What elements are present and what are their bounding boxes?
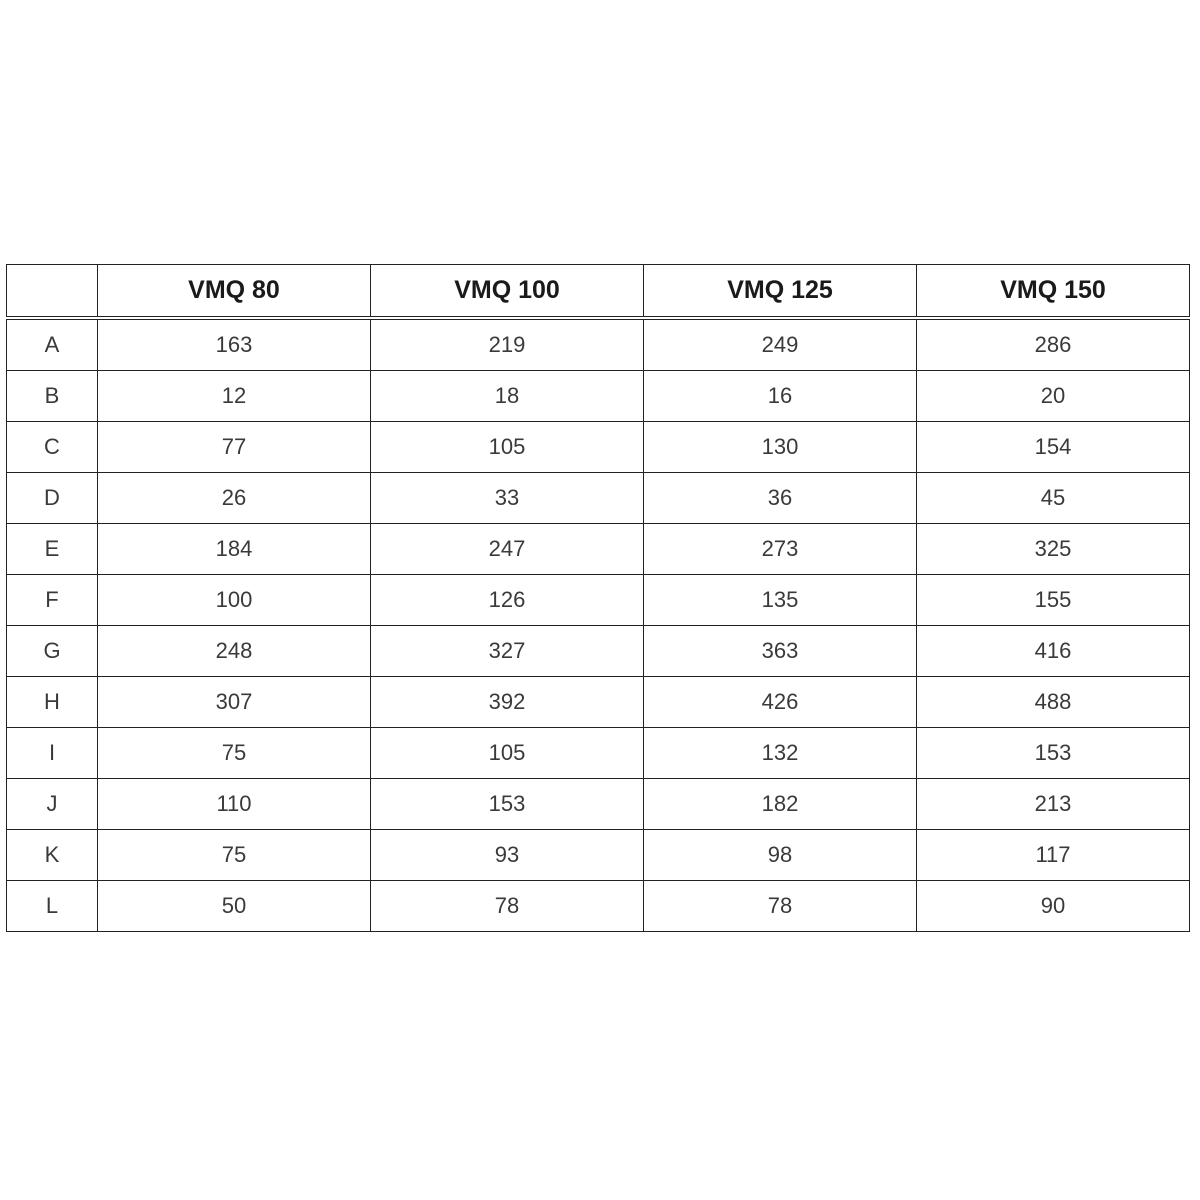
table-cell: 426 xyxy=(644,677,917,728)
table-cell: 273 xyxy=(644,524,917,575)
table-cell: 93 xyxy=(371,830,644,881)
table-row xyxy=(7,422,1190,473)
table-cell: 307 xyxy=(98,677,371,728)
table-row xyxy=(7,677,1190,728)
table-cell: 392 xyxy=(371,677,644,728)
row-label: B xyxy=(7,371,98,422)
table-cell: 153 xyxy=(917,728,1190,779)
table-cell: 75 xyxy=(98,728,371,779)
column-header: VMQ 100 xyxy=(371,265,644,319)
table-cell: 45 xyxy=(917,473,1190,524)
table-cell: 184 xyxy=(98,524,371,575)
table-row xyxy=(7,728,1190,779)
column-header: VMQ 150 xyxy=(917,265,1190,319)
table-cell: 100 xyxy=(98,575,371,626)
table-cell: 135 xyxy=(644,575,917,626)
table-cell: 18 xyxy=(371,371,644,422)
table-cell: 36 xyxy=(644,473,917,524)
table-cell: 98 xyxy=(644,830,917,881)
row-label: C xyxy=(7,422,98,473)
table-cell: 163 xyxy=(98,318,371,371)
table-cell: 327 xyxy=(371,626,644,677)
table-cell: 78 xyxy=(371,881,644,932)
table-row xyxy=(7,881,1190,932)
table-cell: 249 xyxy=(644,318,917,371)
row-label: F xyxy=(7,575,98,626)
table-cell: 105 xyxy=(371,422,644,473)
table-row xyxy=(7,473,1190,524)
table-cell: 12 xyxy=(98,371,371,422)
column-header: VMQ 125 xyxy=(644,265,917,319)
table-cell: 130 xyxy=(644,422,917,473)
row-label: H xyxy=(7,677,98,728)
table-row xyxy=(7,779,1190,830)
table-cell: 247 xyxy=(371,524,644,575)
corner-cell xyxy=(7,265,98,319)
table-cell: 78 xyxy=(644,881,917,932)
table-cell: 16 xyxy=(644,371,917,422)
table-cell: 20 xyxy=(917,371,1190,422)
row-label: L xyxy=(7,881,98,932)
table-row xyxy=(7,626,1190,677)
row-label: K xyxy=(7,830,98,881)
table-cell: 153 xyxy=(371,779,644,830)
table-cell: 363 xyxy=(644,626,917,677)
table-row xyxy=(7,830,1190,881)
table-cell: 33 xyxy=(371,473,644,524)
table-cell: 416 xyxy=(917,626,1190,677)
table-row xyxy=(7,371,1190,422)
table-cell: 219 xyxy=(371,318,644,371)
table-header-row xyxy=(7,265,1190,319)
table-cell: 110 xyxy=(98,779,371,830)
row-label: E xyxy=(7,524,98,575)
table-cell: 155 xyxy=(917,575,1190,626)
dimensions-table xyxy=(6,264,1190,932)
table-cell: 286 xyxy=(917,318,1190,371)
table-cell: 50 xyxy=(98,881,371,932)
table-row xyxy=(7,524,1190,575)
table-cell: 132 xyxy=(644,728,917,779)
table-cell: 488 xyxy=(917,677,1190,728)
table-cell: 105 xyxy=(371,728,644,779)
table-cell: 325 xyxy=(917,524,1190,575)
table-cell: 90 xyxy=(917,881,1190,932)
table-row xyxy=(7,318,1190,371)
table-cell: 248 xyxy=(98,626,371,677)
row-label: I xyxy=(7,728,98,779)
row-label: G xyxy=(7,626,98,677)
row-label: J xyxy=(7,779,98,830)
table-cell: 77 xyxy=(98,422,371,473)
row-label: A xyxy=(7,318,98,371)
table-cell: 26 xyxy=(98,473,371,524)
table-cell: 213 xyxy=(917,779,1190,830)
table-cell: 117 xyxy=(917,830,1190,881)
table-cell: 126 xyxy=(371,575,644,626)
table-row xyxy=(7,575,1190,626)
row-label: D xyxy=(7,473,98,524)
table-cell: 154 xyxy=(917,422,1190,473)
table-cell: 75 xyxy=(98,830,371,881)
column-header: VMQ 80 xyxy=(98,265,371,319)
dimensions-table-wrapper xyxy=(6,264,1189,932)
table-cell: 182 xyxy=(644,779,917,830)
